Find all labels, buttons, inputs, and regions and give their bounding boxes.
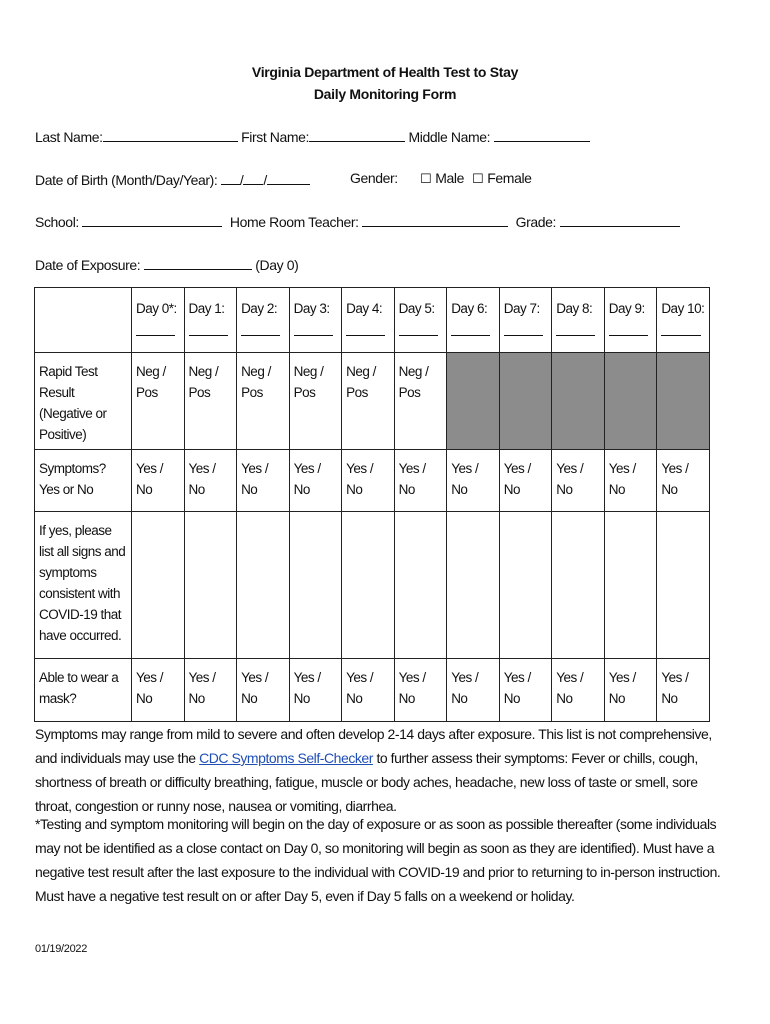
yes-no-cell[interactable]: Yes / No [394,450,447,512]
day-header[interactable] [447,288,500,353]
day-header[interactable] [604,288,657,353]
row-label: Symptoms? Yes or No [35,450,132,512]
day-header[interactable] [499,288,552,353]
grade-label: Grade: [515,214,557,230]
neg-pos-cell[interactable]: Neg / Pos [289,353,342,450]
dob-label: Date of Birth (Month/Day/Year): [35,172,218,188]
day-header[interactable] [132,288,185,353]
day-date-field[interactable] [451,325,490,336]
yes-no-cell[interactable]: Yes / No [342,659,395,722]
school-field[interactable] [82,212,222,227]
day-date-field[interactable] [136,325,175,336]
symptom-list-cell[interactable] [184,512,237,659]
yes-no-cell[interactable]: Yes / No [447,450,500,512]
day-label: Day 7: [503,301,540,316]
yes-no-cell[interactable]: Yes / No [552,659,605,722]
yes-no-cell[interactable]: Yes / No [552,450,605,512]
middle-name-field[interactable] [494,127,590,142]
neg-pos-cell[interactable]: Neg / Pos [184,353,237,450]
yes-no-cell[interactable]: Yes / No [499,450,552,512]
shaded-cell [499,353,552,450]
monitoring-table [34,287,710,722]
day-date-field[interactable] [661,325,700,336]
mask-row [35,659,710,722]
first-name-label: First Name: [241,129,310,145]
day-header[interactable] [289,288,342,353]
exposure-row [35,255,298,273]
yes-no-cell[interactable]: Yes / No [657,659,710,722]
day-date-field[interactable] [346,325,385,336]
symptoms-note [35,722,735,818]
day-label: Day 0*: [136,301,177,316]
female-label: Female [487,170,532,186]
yes-no-cell[interactable]: Yes / No [499,659,552,722]
symptoms-row [35,450,710,512]
symptom-list-cell[interactable] [237,512,290,659]
middle-name-label: Middle Name: [408,129,491,145]
symptom-list-row [35,512,710,659]
gender-female-option[interactable] [472,170,532,187]
dob-row: Date of Birth (Month/Day/Year): / / [35,170,310,188]
school-row [35,212,680,230]
shaded-cell [447,353,500,450]
yes-no-cell[interactable]: Yes / No [604,450,657,512]
day-date-field[interactable] [189,325,228,336]
day-label: Day 2: [241,301,278,316]
dob-month-field[interactable] [221,170,240,185]
day-header[interactable] [342,288,395,353]
row-label: Able to wear a mask? [35,659,132,722]
last-name-label: Last Name: [35,129,103,145]
shaded-cell [552,353,605,450]
grade-field[interactable] [560,212,680,227]
symptom-list-cell[interactable] [657,512,710,659]
yes-no-cell[interactable]: Yes / No [447,659,500,722]
day-header[interactable] [394,288,447,353]
symptom-list-cell[interactable] [447,512,500,659]
yes-no-cell[interactable]: Yes / No [342,450,395,512]
day-header[interactable] [552,288,605,353]
day-label: Day 10: [661,301,705,316]
day-header[interactable] [237,288,290,353]
yes-no-cell[interactable]: Yes / No [289,450,342,512]
yes-no-cell[interactable]: Yes / No [237,659,290,722]
yes-no-cell[interactable]: Yes / No [184,450,237,512]
exposure-date-field[interactable] [144,255,252,270]
symptom-list-cell[interactable] [499,512,552,659]
name-row [35,127,590,145]
shaded-cell [657,353,710,450]
male-label: Male [435,170,465,186]
first-name-field[interactable] [309,127,405,142]
day-date-field[interactable] [241,325,280,336]
day-date-field[interactable] [294,325,333,336]
form-subtitle: Daily Monitoring Form [313,86,457,102]
symptom-list-cell[interactable] [552,512,605,659]
day-label: Day 9: [608,301,645,316]
teacher-label: Home Room Teacher: [229,214,359,230]
yes-no-cell[interactable]: Yes / No [132,659,185,722]
day-label: Day 5: [398,301,435,316]
yes-no-cell[interactable]: Yes / No [237,450,290,512]
exposure-label: Date of Exposure: [35,257,141,273]
rapid-test-row [35,353,710,450]
gender-male-option[interactable] [420,170,464,187]
yes-no-cell[interactable]: Yes / No [184,659,237,722]
table-header-row [35,288,710,353]
school-label: School: [35,214,79,230]
symptom-list-cell[interactable] [342,512,395,659]
form-title: Virginia Department of Health Test to Stay [251,64,519,80]
gender-label: Gender: [350,170,398,186]
revision-date: 01/19/2022 [35,943,88,955]
day-label: Day 4: [346,301,383,316]
yes-no-cell[interactable]: Yes / No [394,659,447,722]
yes-no-cell[interactable]: Yes / No [657,450,710,512]
symptom-list-cell[interactable] [132,512,185,659]
symptoms-note-text: Symptoms may range from mild to severe and often develop 2-14 days after exposure. This list is not comprehensive, and individuals may use the [35,726,712,766]
symptoms-note-text-end: to further assess their symptoms: Fever or chills, cough, shortness of breath or difficulty breathing, fatigue, muscle or body aches, headache, new loss of taste or smell, sore throat, congestion or runny nose, nausea or vomiting, diarrhea. [35,750,698,814]
checkbox-icon[interactable]: ☐ [472,171,484,186]
day-date-field[interactable] [556,325,595,336]
neg-pos-cell[interactable]: Neg / Pos [237,353,290,450]
symptom-list-cell[interactable] [289,512,342,659]
dob-day-field[interactable] [243,170,263,185]
day-header[interactable] [657,288,710,353]
dob-year-field[interactable] [267,170,310,185]
last-name-field[interactable] [103,127,238,142]
day-label: Day 3: [293,301,330,316]
cdc-self-checker-link[interactable]: CDC Symptoms Self-Checker [199,750,373,766]
day-label: Day 6: [451,301,488,316]
neg-pos-cell[interactable]: Neg / Pos [132,353,185,450]
day-label: Day 8: [556,301,593,316]
shaded-cell [604,353,657,450]
day-header[interactable] [184,288,237,353]
symptom-list-cell[interactable] [604,512,657,659]
neg-pos-cell[interactable]: Neg / Pos [394,353,447,450]
testing-footnote: *Testing and symptom monitoring will begin on the day of exposure or as soon as possible thereafter (some individuals may not be identified as a close contact on Day 0, so monitoring will begin as soon as they are identified). Must have a negative test result after the last exposure to the individual with COVID-19 and prior to returning to in-person instruction. Must have a negative test result on or after Day 5, even if Day 5 falls on a weekend or holiday. [35,816,721,904]
yes-no-cell[interactable]: Yes / No [132,450,185,512]
symptom-list-cell[interactable] [394,512,447,659]
row-label: Rapid Test Result (Negative or Positive) [35,353,132,450]
yes-no-cell[interactable]: Yes / No [604,659,657,722]
day-date-field[interactable] [504,325,543,336]
header-blank-cell [35,288,132,353]
neg-pos-cell[interactable]: Neg / Pos [342,353,395,450]
row-label: If yes, please list all signs and symptoms consistent with COVID-19 that have occurred. [35,512,132,659]
checkbox-icon[interactable]: ☐ [420,171,432,186]
yes-no-cell[interactable]: Yes / No [289,659,342,722]
day-label: Day 1: [188,301,225,316]
day-date-field[interactable] [609,325,648,336]
day-date-field[interactable] [399,325,438,336]
exposure-day-note: (Day 0) [255,257,299,273]
teacher-field[interactable] [362,212,508,227]
